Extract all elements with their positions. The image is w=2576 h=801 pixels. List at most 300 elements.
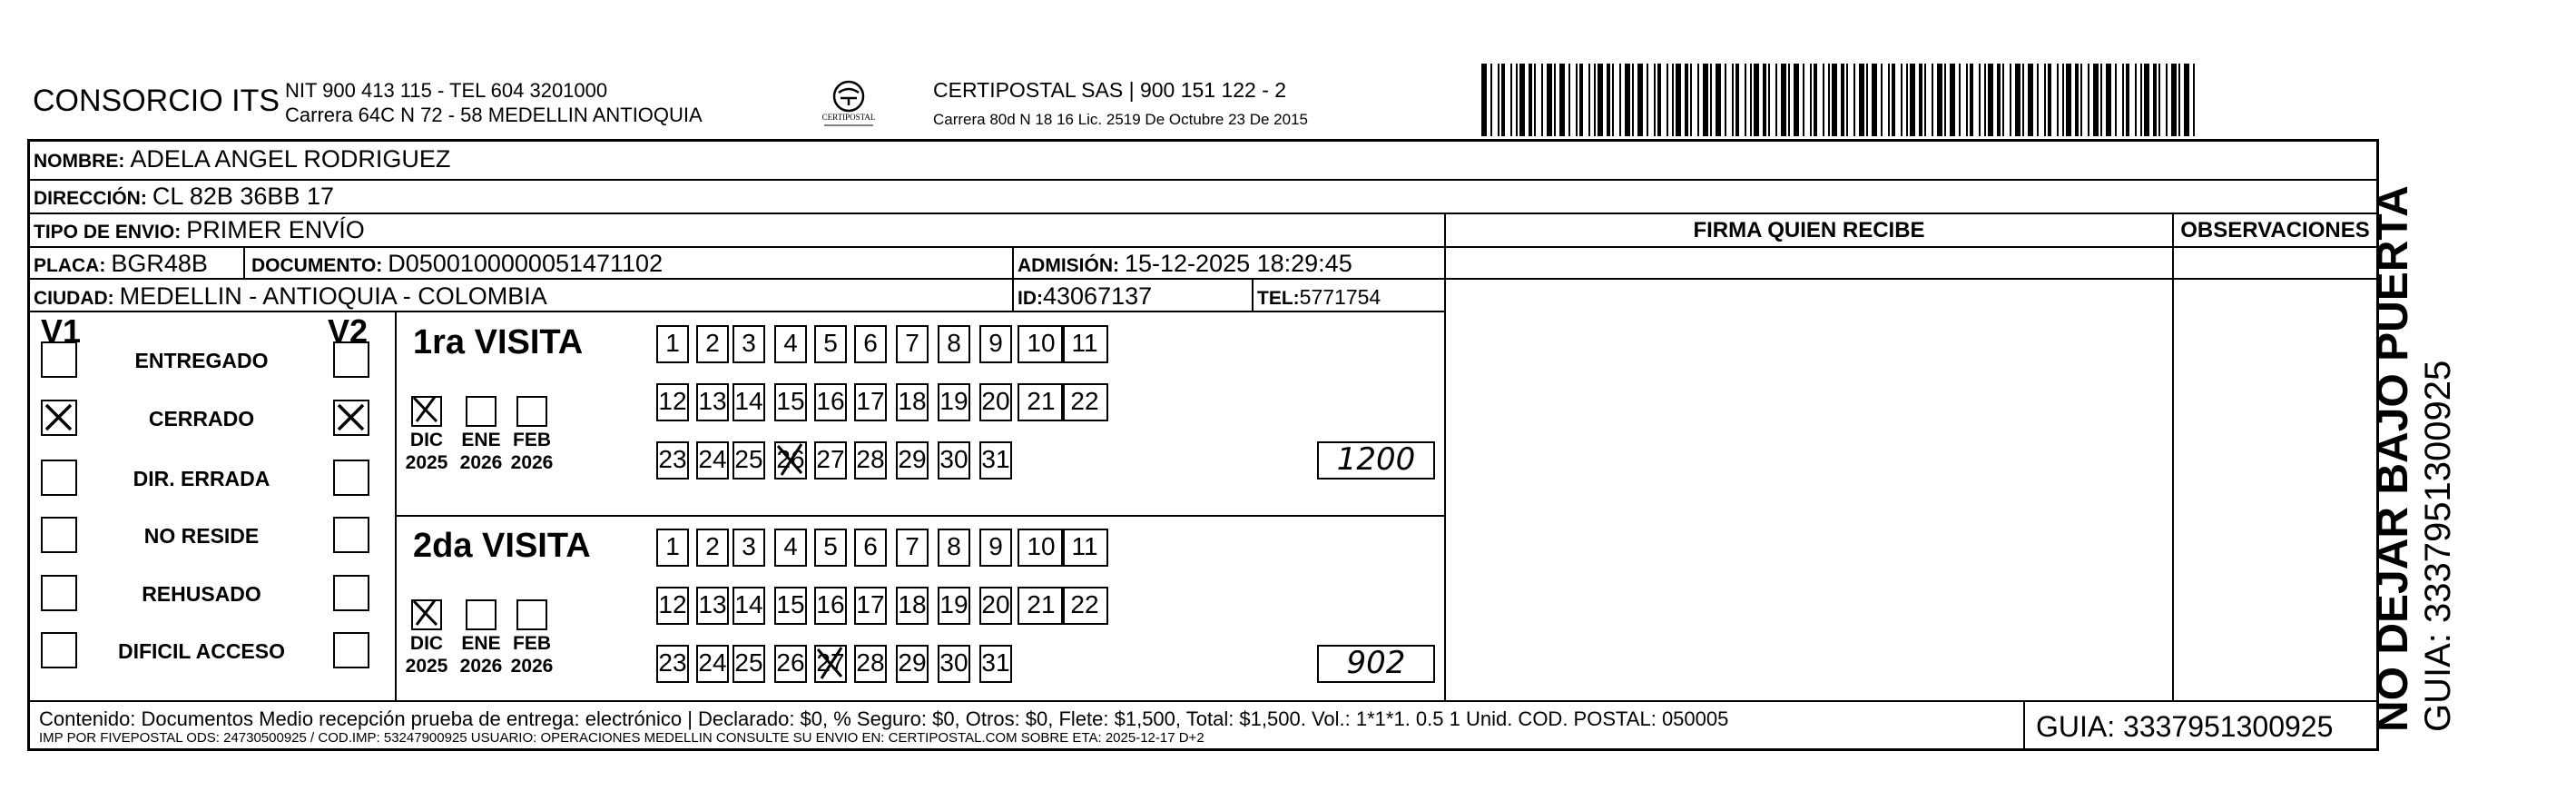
barcode-bar [1676, 64, 1681, 136]
status-label: DIR. ERRADA [133, 467, 270, 490]
day-box[interactable] [1061, 587, 1108, 625]
day-number: 21 [1027, 590, 1056, 618]
day-box[interactable] [732, 529, 765, 567]
barcode-bar [2115, 64, 2117, 136]
day-box[interactable] [732, 587, 765, 625]
day-box[interactable] [1061, 325, 1108, 363]
barcode-bar [2144, 64, 2149, 136]
day-box[interactable] [979, 383, 1012, 421]
barcode-bar [1547, 64, 1552, 136]
day-number: 7 [905, 329, 919, 357]
day-number: 4 [783, 532, 798, 560]
day-box[interactable] [1018, 529, 1065, 567]
tipo-envio-field [34, 216, 365, 244]
barcode-bar [1554, 64, 1556, 136]
barcode-bar [2075, 64, 2079, 136]
day-box[interactable] [854, 325, 887, 363]
month-year: 2025 [405, 656, 448, 677]
nombre-label: NOMBRE: [34, 151, 125, 172]
v2-checkbox[interactable] [333, 517, 369, 553]
barcode-bar [1490, 64, 1492, 136]
month-label [402, 429, 451, 474]
day-number: 25 [734, 648, 763, 677]
day-box[interactable] [1061, 383, 1108, 421]
v2-checkbox[interactable] [333, 341, 369, 378]
day-number: 31 [981, 648, 1010, 677]
barcode-bar [1966, 64, 1968, 136]
barcode-bar [1745, 64, 1746, 136]
day-box[interactable] [814, 441, 847, 480]
month-name: ENE [461, 430, 501, 450]
day-number: 14 [734, 387, 763, 415]
day-box[interactable] [814, 645, 847, 683]
tel-value: 5771754 [1299, 285, 1381, 309]
barcode-bar [1703, 64, 1708, 136]
day-box[interactable] [696, 529, 729, 567]
day-box[interactable] [732, 383, 765, 421]
placa-field [34, 250, 208, 278]
barcode-bar [1910, 64, 1915, 136]
day-number: 19 [939, 387, 968, 415]
no-dejar-bajo-puerta: NO DEJAR BAJO PUERTA [2369, 185, 2417, 732]
barcode-bar [1685, 64, 1688, 136]
barcode-bar [1881, 64, 1883, 136]
day-number: 24 [698, 445, 727, 473]
barcode-bar [1690, 64, 1692, 136]
v1-checkbox[interactable] [41, 400, 77, 436]
company-name: CONSORCIO ITS [33, 84, 280, 118]
id-value: 43067137 [1043, 282, 1153, 310]
barcode-bar [1841, 64, 1844, 136]
month-name: ENE [461, 633, 501, 654]
day-box[interactable] [979, 441, 1012, 480]
day-box[interactable] [656, 441, 689, 480]
day-box[interactable] [774, 441, 807, 480]
admision-label: ADMISIÓN: [1018, 255, 1119, 276]
month-label [507, 632, 556, 677]
v2-checkbox[interactable] [333, 575, 369, 611]
x-mark-icon [335, 401, 367, 433]
barcode [1481, 64, 2198, 136]
visit-title: 1ra VISITA [413, 323, 584, 361]
day-box[interactable] [814, 587, 847, 625]
barcode-bar [2158, 64, 2160, 136]
day-number: 26 [776, 445, 805, 473]
x-mark-icon [814, 644, 847, 682]
side-notice [2369, 185, 2458, 732]
direccion-label: DIRECCIÓN: [34, 188, 147, 209]
day-number: 28 [856, 445, 885, 473]
barcode-bar [1534, 64, 1536, 136]
barcode-bar [1932, 64, 1933, 136]
day-number: 28 [856, 648, 885, 677]
day-box[interactable] [774, 529, 807, 567]
barcode-bar [1598, 64, 1603, 136]
day-box[interactable] [656, 325, 689, 363]
barcode-bar [1647, 64, 1648, 136]
day-number: 17 [856, 387, 885, 415]
day-number: 8 [947, 329, 961, 357]
id-field [1018, 282, 1152, 311]
day-number: 27 [816, 445, 845, 473]
barcode-bar [1959, 64, 1961, 136]
day-number: 30 [939, 445, 968, 473]
x-mark-icon [774, 440, 807, 479]
v2-checkbox[interactable] [333, 460, 369, 496]
day-number: 22 [1070, 590, 1099, 618]
barcode-bar [1853, 64, 1855, 136]
day-number: 9 [988, 532, 1003, 560]
barcode-bar [2066, 64, 2071, 136]
day-box[interactable] [1061, 529, 1108, 567]
day-box[interactable] [896, 645, 929, 683]
day-number: 3 [742, 532, 756, 560]
day-box[interactable] [854, 441, 887, 480]
barcode-bar [2002, 64, 2004, 136]
day-box[interactable] [938, 325, 970, 363]
id-label: ID: [1018, 288, 1043, 309]
month-year: 2026 [459, 656, 503, 677]
barcode-bar [2122, 64, 2124, 136]
barcode-bar [1924, 64, 1926, 136]
tipo-envio-label: TIPO DE ENVIO: [34, 222, 182, 242]
day-box[interactable] [774, 587, 807, 625]
barcode-bar [1781, 64, 1786, 136]
documento-label: DOCUMENTO: [251, 255, 383, 276]
day-box[interactable] [938, 441, 970, 480]
day-number: 22 [1070, 387, 1099, 415]
barcode-bar [1498, 64, 1499, 136]
status-label: NO RESIDE [143, 524, 260, 548]
x-mark-icon [411, 598, 440, 627]
month-name: FEB [513, 633, 551, 654]
admision-value: 15-12-2025 18:29:45 [1125, 250, 1352, 277]
barcode-bar [1754, 64, 1759, 136]
day-number: 29 [898, 648, 927, 677]
v2-checkbox[interactable] [333, 632, 369, 668]
observaciones-area[interactable] [2176, 282, 2374, 698]
barcode-bar [2062, 64, 2064, 136]
day-number: 13 [698, 387, 727, 415]
barcode-bar [1612, 64, 1614, 136]
v1-checkbox[interactable] [41, 632, 77, 668]
day-box[interactable] [979, 587, 1012, 625]
barcode-bar [1810, 64, 1812, 136]
barcode-bar [1988, 64, 1993, 136]
day-box[interactable] [896, 325, 929, 363]
barcode-bar [2093, 64, 2099, 136]
month-name: FEB [513, 430, 551, 450]
day-box[interactable] [896, 529, 929, 567]
day-box[interactable] [814, 325, 847, 363]
day-box[interactable] [656, 529, 689, 567]
day-box[interactable] [696, 383, 729, 421]
barcode-bar [2126, 64, 2129, 136]
barcode-bar [2184, 64, 2189, 136]
observaciones-header: OBSERVACIONES [2180, 218, 2370, 242]
day-box[interactable] [732, 325, 765, 363]
barcode-bar [1906, 64, 1908, 136]
day-number: 8 [947, 532, 961, 560]
barcode-bar [1657, 64, 1661, 136]
v2-header: V2 [328, 312, 369, 350]
barcode-bar [1619, 64, 1621, 136]
day-number: 31 [981, 445, 1010, 473]
v1-header: V1 [41, 312, 82, 350]
day-number: 6 [863, 329, 878, 357]
barcode-bar [1519, 64, 1525, 136]
documento-value: D0500100000051471102 [388, 250, 664, 277]
status-label: REHUSADO [142, 582, 261, 606]
v1-checkbox[interactable] [41, 460, 77, 496]
day-number: 4 [783, 329, 798, 357]
month-year: 2026 [510, 656, 554, 677]
day-box[interactable] [979, 645, 1012, 683]
month-label [457, 632, 506, 677]
month-checkbox[interactable] [516, 396, 547, 427]
day-number: 15 [776, 590, 805, 618]
barcode-bar [1510, 64, 1512, 136]
day-box[interactable] [854, 383, 887, 421]
day-box[interactable] [938, 587, 970, 625]
day-box[interactable] [896, 587, 929, 625]
barcode-bar [2022, 64, 2024, 136]
barcode-bar [1576, 64, 1578, 136]
day-box[interactable] [696, 441, 729, 480]
month-checkbox[interactable] [411, 599, 442, 630]
barcode-bar [1944, 64, 1946, 136]
day-box[interactable] [979, 325, 1012, 363]
day-number: 14 [734, 590, 763, 618]
imp-text: IMP POR FIVEPOSTAL ODS: 24730500925 / COD.IMP: 53247900925 USUARIO: OPERACIONES MEDELLIN CONSULTE SU ENVIO EN: CERTIPOSTAL.COM SOBRE ETA: 2025-12-17 D+2 [39, 730, 1204, 746]
barcode-bar [1794, 64, 1799, 136]
v1-checkbox[interactable] [41, 341, 77, 378]
certipostal-address: Carrera 80d N 18 16 Lic. 2519 De Octubre 23 De 2015 [933, 111, 1308, 128]
barcode-bar [2193, 64, 2195, 136]
day-box[interactable] [696, 325, 729, 363]
barcode-bar [1919, 64, 1922, 136]
barcode-bar [1997, 64, 2001, 136]
barcode-bar [1892, 64, 1895, 136]
barcode-bar [1888, 64, 1890, 136]
barcode-bar [2153, 64, 2157, 136]
direccion-value: CL 82B 36BB 17 [152, 183, 334, 210]
barcode-bar [1768, 64, 1770, 136]
day-number: 2 [705, 329, 720, 357]
barcode-bar [1516, 64, 1518, 136]
contenido-text: Contenido: Documentos Medio recepción prueba de entrega: electrónico | Declarado: $0, % Seguro: $0, Otros: $0, Flete: $1,500, Total: $1,500. Vol.: 1*1*1. 0.5 1 Unid. COD. POSTAL: 050005 [39, 707, 1729, 730]
barcode-bar [1568, 64, 1570, 136]
barcode-bar [1984, 64, 1986, 136]
barcode-bar [2010, 64, 2011, 136]
month-label [507, 429, 556, 474]
placa-label: PLACA: [34, 255, 106, 276]
tipo-envio-value: PRIMER ENVÍO [186, 216, 365, 243]
barcode-bar [1814, 64, 1817, 136]
barcode-bar [1970, 64, 1973, 136]
barcode-bar [1901, 64, 1903, 136]
day-number: 12 [658, 590, 687, 618]
month-checkbox[interactable] [411, 396, 442, 427]
status-label: ENTREGADO [134, 349, 269, 372]
month-label [402, 632, 451, 677]
handwritten-time[interactable]: 1200 [1317, 441, 1435, 480]
day-number: 26 [776, 648, 805, 677]
barcode-bar [2080, 64, 2082, 136]
day-number: 21 [1027, 387, 1056, 415]
day-number: 2 [705, 532, 720, 560]
day-box[interactable] [774, 645, 807, 683]
nombre-value: ADELA ANGEL RODRIGUEZ [130, 145, 451, 173]
barcode-bar [2057, 64, 2059, 136]
day-number: 18 [898, 387, 927, 415]
direccion-field [34, 183, 334, 211]
visit-title: 2da VISITA [413, 527, 591, 565]
day-box[interactable] [979, 529, 1012, 567]
day-box[interactable] [656, 645, 689, 683]
ciudad-value: MEDELLIN - ANTIOQUIA - COLOMBIA [119, 282, 547, 310]
day-number: 10 [1027, 329, 1056, 357]
ciudad-label: CIUDAD: [34, 288, 114, 309]
day-box[interactable] [732, 645, 765, 683]
day-box[interactable] [854, 587, 887, 625]
day-number: 13 [698, 590, 727, 618]
tel-label: TEL: [1257, 288, 1300, 309]
day-box[interactable] [774, 383, 807, 421]
day-box[interactable] [938, 645, 970, 683]
barcode-bar [1501, 64, 1505, 136]
v2-checkbox[interactable] [333, 400, 369, 436]
day-number: 6 [863, 532, 878, 560]
day-box[interactable] [656, 383, 689, 421]
barcode-bar [1937, 64, 1942, 136]
barcode-bar [1803, 64, 1804, 136]
month-checkbox[interactable] [466, 396, 497, 427]
month-year: 2026 [459, 452, 503, 473]
x-mark-icon [43, 401, 74, 433]
barcode-bar [1872, 64, 1877, 136]
day-number: 9 [988, 329, 1003, 357]
tel-field [1257, 282, 1381, 311]
month-name: DIC [409, 430, 444, 450]
day-box[interactable] [814, 529, 847, 567]
guia-number: GUIA: 3337951300925 [2036, 710, 2334, 743]
day-number: 29 [898, 445, 927, 473]
barcode-bar [2100, 64, 2102, 136]
status-label: DIFICIL ACCESO [117, 639, 285, 663]
day-number: 30 [939, 648, 968, 677]
month-checkbox[interactable] [516, 599, 547, 630]
barcode-bar [1866, 64, 1868, 136]
barcode-bar [2028, 64, 2033, 136]
day-box[interactable] [774, 325, 807, 363]
day-box[interactable] [1018, 587, 1065, 625]
barcode-bar [1654, 64, 1656, 136]
day-number: 16 [816, 387, 845, 415]
ciudad-field [34, 282, 547, 311]
barcode-bar [1859, 64, 1864, 136]
day-number: 12 [658, 387, 687, 415]
barcode-bar [1559, 64, 1565, 136]
day-number: 1 [665, 532, 680, 560]
barcode-bar [1697, 64, 1699, 136]
day-number: 3 [742, 329, 756, 357]
barcode-bar [1667, 64, 1668, 136]
day-box[interactable] [696, 645, 729, 683]
barcode-bar [1625, 64, 1630, 136]
logo-caption: CERTIPOSTAL [821, 113, 876, 122]
day-number: 10 [1027, 532, 1056, 560]
barcode-bar [2088, 64, 2089, 136]
admision-field [1018, 250, 1352, 278]
month-year: 2025 [405, 452, 448, 473]
handwritten-time[interactable]: 902 [1317, 645, 1435, 683]
day-number: 7 [905, 532, 919, 560]
barcode-bar [1579, 64, 1583, 136]
certipostal-line: CERTIPOSTAL SAS | 900 151 122 - 2 [933, 78, 1287, 102]
day-box[interactable] [696, 587, 729, 625]
signature-area[interactable] [1448, 282, 2170, 698]
month-checkbox[interactable] [466, 599, 497, 630]
month-name: DIC [409, 633, 444, 654]
day-number: 18 [898, 590, 927, 618]
day-box[interactable] [1018, 325, 1065, 363]
v1-checkbox[interactable] [41, 575, 77, 611]
barcode-bar [1716, 64, 1721, 136]
day-number: 16 [816, 590, 845, 618]
barcode-bar [2135, 64, 2137, 136]
day-box[interactable] [938, 383, 970, 421]
nit-line: NIT 900 413 115 - TEL 604 3201000 [285, 79, 608, 102]
barcode-bar [1846, 64, 1848, 136]
firma-header: FIRMA QUIEN RECIBE [1693, 218, 1925, 242]
barcode-bar [1950, 64, 1955, 136]
barcode-bar [1672, 64, 1674, 136]
day-box[interactable] [854, 529, 887, 567]
status-label: CERRADO [148, 407, 255, 430]
day-box[interactable] [1018, 383, 1065, 421]
company-contact [285, 78, 703, 127]
day-box[interactable] [656, 587, 689, 625]
barcode-bar [2048, 64, 2051, 136]
certipostal-logo-icon [819, 78, 879, 131]
barcode-bar [1735, 64, 1739, 136]
barcode-bar [1823, 64, 1824, 136]
barcode-bar [1788, 64, 1790, 136]
barcode-bar [1828, 64, 1830, 136]
barcode-bar [2015, 64, 2020, 136]
x-mark-icon [411, 394, 440, 423]
barcode-bar [2178, 64, 2180, 136]
v1-checkbox[interactable] [41, 517, 77, 553]
barcode-bar [1725, 64, 1726, 136]
day-number: 17 [856, 590, 885, 618]
barcode-bar [1637, 64, 1643, 136]
delivery-card [27, 139, 2379, 751]
day-box[interactable] [896, 441, 929, 480]
barcode-bar [1832, 64, 1837, 136]
day-box[interactable] [854, 645, 887, 683]
day-number: 5 [823, 532, 838, 560]
day-number: 23 [658, 445, 687, 473]
placa-value: BGR48B [111, 250, 208, 277]
day-box[interactable] [896, 383, 929, 421]
day-number: 23 [658, 648, 687, 677]
day-number: 5 [823, 329, 838, 357]
day-box[interactable] [732, 441, 765, 480]
day-box[interactable] [814, 383, 847, 421]
day-box[interactable] [938, 529, 970, 567]
